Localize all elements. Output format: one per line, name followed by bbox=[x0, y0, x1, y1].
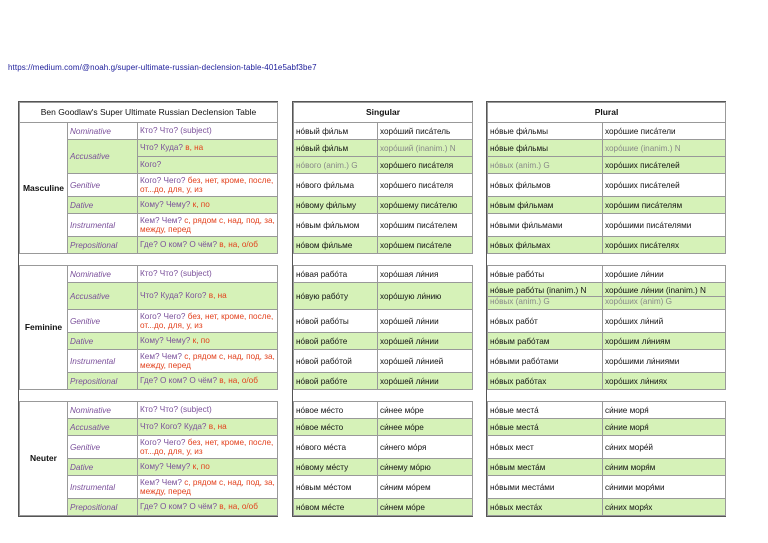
plural-adj-noun-2: хоро́шие ли́нии bbox=[603, 266, 726, 283]
question-cell bbox=[138, 402, 278, 419]
plural-adj-noun-1: но́вые места́ bbox=[488, 419, 603, 436]
singular-adj-noun-2: хоро́шая ли́ния bbox=[378, 266, 473, 283]
question-text: Кто? Что? (subject) bbox=[140, 405, 212, 415]
question-text: Кто? Что? (subject) bbox=[140, 126, 212, 136]
block-gap bbox=[20, 390, 278, 402]
singular-adj-noun-2: хоро́шей ли́нии bbox=[378, 373, 473, 390]
plural-row bbox=[488, 436, 726, 459]
table-title: Ben Goodlaw's Super Ultimate Russian Declension Table bbox=[20, 103, 278, 123]
plural-adj-noun-1: но́вых мест bbox=[488, 436, 603, 459]
prepositions: без, нет, кроме, после, от...до, для, у, из bbox=[140, 175, 274, 194]
gap-cell bbox=[294, 254, 473, 266]
case-name: Instrumental bbox=[68, 214, 138, 237]
plural-adj-noun-2: си́ние моря́ bbox=[603, 419, 726, 436]
question-text: Кому? Чему? bbox=[140, 336, 193, 346]
singular-row bbox=[294, 174, 473, 197]
singular-adj-noun-2: хоро́ший (inanim.) N bbox=[378, 140, 473, 157]
singular-adj-noun-2: си́ним мо́рем bbox=[378, 476, 473, 499]
singular-adj-noun-1: но́вого ме́ста bbox=[294, 436, 378, 459]
plural-adj-noun-1: но́вым рабо́там bbox=[488, 333, 603, 350]
plural-adj-noun-2: хоро́шим ли́ниям bbox=[603, 333, 726, 350]
singular-adj-noun-1: но́вый фи́льм bbox=[294, 123, 378, 140]
singular-adj-noun-1: но́вый фи́льм bbox=[294, 140, 378, 157]
prepositions: в, на, о/об bbox=[219, 376, 258, 386]
singular-row bbox=[294, 237, 473, 254]
question-cell bbox=[138, 140, 278, 157]
case-row bbox=[20, 266, 278, 283]
prepositions: к, по bbox=[192, 336, 210, 346]
case-name: Genitive bbox=[68, 310, 138, 333]
singular-row bbox=[294, 140, 473, 157]
plural-panel bbox=[486, 101, 726, 517]
prepositions: к, по bbox=[192, 200, 210, 210]
prepositions: в, на, о/об bbox=[219, 502, 258, 512]
singular-adj-noun-1: но́вой рабо́те bbox=[294, 333, 378, 350]
prepositions: в, на bbox=[185, 143, 204, 153]
case-name: Accusative bbox=[68, 140, 138, 174]
singular-adj-noun-1: но́вое ме́сто bbox=[294, 402, 378, 419]
singular-table bbox=[293, 102, 473, 516]
plural-row bbox=[488, 157, 726, 174]
prepositions: с, рядом с, над, под, за, между, перед bbox=[140, 215, 275, 234]
singular-adj-noun-1: но́вом ме́сте bbox=[294, 499, 378, 516]
plural-adj-noun-2: хоро́шими ли́ниями bbox=[603, 350, 726, 373]
question-cell bbox=[138, 499, 278, 516]
prepositions: с, рядом с, над, под, за, между, перед bbox=[140, 351, 275, 370]
plural-adj-noun-1: но́вые фи́льмы bbox=[488, 140, 603, 157]
plural-anim: хоро́ших (anim) G bbox=[603, 296, 725, 306]
singular-adj-noun-2: хоро́шему писа́телю bbox=[378, 197, 473, 214]
plural-row bbox=[488, 266, 726, 283]
block-gap bbox=[294, 390, 473, 402]
plural-table bbox=[487, 102, 726, 516]
question-text: Что? Куда? bbox=[140, 143, 186, 153]
case-name: Dative bbox=[68, 333, 138, 350]
question-cell bbox=[138, 237, 278, 254]
singular-adj-noun-2: си́нее мо́ре bbox=[378, 402, 473, 419]
case-name: Prepositional bbox=[68, 237, 138, 254]
plural-adj-noun-2: си́ними моря́ми bbox=[603, 476, 726, 499]
plural-header: Plural bbox=[488, 103, 726, 123]
gap-cell bbox=[488, 254, 726, 266]
question-cell bbox=[138, 333, 278, 350]
plural-adj-noun-2: хоро́шим писа́телям bbox=[603, 197, 726, 214]
singular-row bbox=[294, 459, 473, 476]
singular-adj-noun-1: но́вой рабо́ты bbox=[294, 310, 378, 333]
gender-label: Masculine bbox=[20, 123, 68, 254]
question-text: Кого? Чего? bbox=[140, 437, 188, 447]
case-name: Instrumental bbox=[68, 350, 138, 373]
question-cell bbox=[138, 373, 278, 390]
singular-adj-noun-2: хоро́шей ли́нии bbox=[378, 333, 473, 350]
block-gap bbox=[488, 390, 726, 402]
question-text: Где? О ком? О чём? bbox=[140, 376, 220, 386]
plural-adj-noun-2: хоро́шие (inanim.) N bbox=[603, 140, 726, 157]
case-name: Accusative bbox=[68, 283, 138, 310]
plural-row bbox=[488, 350, 726, 373]
case-row bbox=[20, 123, 278, 140]
gap-cell bbox=[488, 390, 726, 402]
question-text: Что? Куда? Кого? bbox=[140, 291, 209, 301]
question-text: Кого? bbox=[140, 160, 162, 170]
question-text: Кем? Чем? bbox=[140, 477, 185, 487]
singular-row bbox=[294, 436, 473, 459]
singular-adj-noun-1: но́вое ме́сто bbox=[294, 419, 378, 436]
singular-row bbox=[294, 214, 473, 237]
singular-row bbox=[294, 197, 473, 214]
case-name: Accusative bbox=[68, 419, 138, 436]
plural-adj-noun-2: хоро́ших писа́телей bbox=[603, 157, 726, 174]
plural-adj-noun-1: но́вых фи́льмов bbox=[488, 174, 603, 197]
plural-adj-noun-2: си́ние моря́ bbox=[603, 402, 726, 419]
singular-row bbox=[294, 157, 473, 174]
plural-adj-noun-1: но́выми рабо́тами bbox=[488, 350, 603, 373]
singular-row bbox=[294, 123, 473, 140]
block-gap bbox=[294, 254, 473, 266]
plural-row bbox=[488, 499, 726, 516]
singular-adj-noun-1: но́вым ме́стом bbox=[294, 476, 378, 499]
case-name: Dative bbox=[68, 197, 138, 214]
singular-adj-noun-2: хоро́ший писа́тель bbox=[378, 123, 473, 140]
question-cell bbox=[138, 476, 278, 499]
question-cell bbox=[138, 350, 278, 373]
singular-row bbox=[294, 499, 473, 516]
question-cell bbox=[138, 157, 278, 174]
plural-inanim: но́вые рабо́ты (inanim.) N bbox=[490, 286, 587, 296]
question-text: Кем? Чем? bbox=[140, 351, 185, 361]
case-name: Dative bbox=[68, 459, 138, 476]
plural-adj-noun-2: хоро́шими писа́телями bbox=[603, 214, 726, 237]
plural-adj-noun-2: хоро́ших ли́ниях bbox=[603, 373, 726, 390]
case-name: Instrumental bbox=[68, 476, 138, 499]
block-gap bbox=[488, 254, 726, 266]
plural-row bbox=[488, 419, 726, 436]
singular-row bbox=[294, 283, 473, 310]
singular-header: Singular bbox=[294, 103, 473, 123]
plural-row bbox=[488, 197, 726, 214]
question-cell bbox=[138, 283, 278, 310]
case-row bbox=[20, 402, 278, 419]
plural-adj-noun-1: но́вых места́х bbox=[488, 499, 603, 516]
plural-adj-noun-1: но́вых рабо́тах bbox=[488, 373, 603, 390]
prepositions: без, нет, кроме, после, от...до, для, у, из bbox=[140, 437, 274, 456]
prepositions: к, по bbox=[192, 462, 210, 472]
question-cell bbox=[138, 197, 278, 214]
question-text: Кого? Чего? bbox=[140, 311, 188, 321]
question-text: Где? О ком? О чём? bbox=[140, 240, 220, 250]
plural-row bbox=[488, 237, 726, 254]
question-cell bbox=[138, 174, 278, 197]
cases-table bbox=[19, 102, 278, 516]
singular-adj-noun-2: хоро́шей ли́нией bbox=[378, 350, 473, 373]
singular-adj-noun-1: но́вому ме́сту bbox=[294, 459, 378, 476]
source-url[interactable]: https://medium.com/@noah.g/super-ultimate-russian-declension-table-401e5abf3be7 bbox=[8, 63, 317, 72]
header-row bbox=[488, 103, 726, 123]
question-text: Кого? Чего? bbox=[140, 175, 188, 185]
plural-adj-noun-2: си́них море́й bbox=[603, 436, 726, 459]
prepositions: в, на bbox=[208, 422, 227, 432]
question-cell bbox=[138, 310, 278, 333]
singular-adj-noun-2: си́него мо́ря bbox=[378, 436, 473, 459]
question-text: Где? О ком? О чём? bbox=[140, 502, 220, 512]
question-cell bbox=[138, 436, 278, 459]
case-name: Prepositional bbox=[68, 499, 138, 516]
singular-row bbox=[294, 476, 473, 499]
prepositions: с, рядом с, над, под, за, между, перед bbox=[140, 477, 275, 496]
singular-row bbox=[294, 310, 473, 333]
plural-inanim: хоро́шие ли́нии (inanim.) N bbox=[605, 286, 706, 296]
plural-row bbox=[488, 402, 726, 419]
question-text: Кем? Чем? bbox=[140, 215, 185, 225]
case-name: Nominative bbox=[68, 123, 138, 140]
question-cell bbox=[138, 123, 278, 140]
gap-cell bbox=[294, 390, 473, 402]
singular-adj-noun-2: си́нее мо́ре bbox=[378, 419, 473, 436]
plural-adj-noun-1: но́вые места́ bbox=[488, 402, 603, 419]
case-name: Nominative bbox=[68, 266, 138, 283]
cases-panel bbox=[18, 101, 278, 517]
plural-adj-noun-2: хоро́ших ли́ний bbox=[603, 310, 726, 333]
singular-adj-noun-1: но́вого фи́льма bbox=[294, 174, 378, 197]
singular-panel bbox=[292, 101, 473, 517]
gap-cell bbox=[20, 254, 278, 266]
singular-adj-noun-1: но́вой рабо́той bbox=[294, 350, 378, 373]
plural-row bbox=[488, 214, 726, 237]
plural-adj-noun-2 bbox=[603, 283, 726, 310]
question-cell bbox=[138, 459, 278, 476]
singular-row bbox=[294, 350, 473, 373]
plural-row bbox=[488, 459, 726, 476]
prepositions: без, нет, кроме, после, от...до, для, у, из bbox=[140, 311, 274, 330]
singular-adj-noun-2: хоро́шей ли́нии bbox=[378, 310, 473, 333]
singular-adj-noun-2: си́нем мо́ре bbox=[378, 499, 473, 516]
question-cell bbox=[138, 419, 278, 436]
singular-adj-noun-1: но́вой рабо́те bbox=[294, 373, 378, 390]
case-name: Genitive bbox=[68, 436, 138, 459]
singular-adj-noun-1: но́вого (anim.) G bbox=[294, 157, 378, 174]
plural-adj-noun-2: си́них моря́х bbox=[603, 499, 726, 516]
plural-row bbox=[488, 283, 726, 310]
question-text: Кто? Что? (subject) bbox=[140, 269, 212, 279]
header-row bbox=[20, 103, 278, 123]
singular-adj-noun-2: хоро́шего писа́теля bbox=[378, 174, 473, 197]
plural-adj-noun-1: но́вым фи́льмам bbox=[488, 197, 603, 214]
plural-adj-noun-1: но́вых рабо́т bbox=[488, 310, 603, 333]
gender-label: Feminine bbox=[20, 266, 68, 390]
plural-adj-noun-2: хоро́шие писа́тели bbox=[603, 123, 726, 140]
plural-adj-noun-1: но́вых (anim.) G bbox=[488, 157, 603, 174]
singular-adj-noun-2: си́нему мо́рю bbox=[378, 459, 473, 476]
case-name: Prepositional bbox=[68, 373, 138, 390]
plural-row bbox=[488, 373, 726, 390]
plural-adj-noun-1: но́вые рабо́ты bbox=[488, 266, 603, 283]
prepositions: в, на, о/об bbox=[219, 240, 258, 250]
singular-adj-noun-1: но́вом фи́льме bbox=[294, 237, 378, 254]
plural-adj-noun-1: но́выми фи́льмами bbox=[488, 214, 603, 237]
prepositions: в, на bbox=[208, 291, 227, 301]
singular-row bbox=[294, 402, 473, 419]
plural-adj-noun-1: но́вые фи́льмы bbox=[488, 123, 603, 140]
plural-adj-noun-2: си́ним моря́м bbox=[603, 459, 726, 476]
singular-adj-noun-1: но́вая рабо́та bbox=[294, 266, 378, 283]
plural-row bbox=[488, 333, 726, 350]
question-cell bbox=[138, 214, 278, 237]
singular-adj-noun-1: но́вым фи́льмом bbox=[294, 214, 378, 237]
plural-row bbox=[488, 174, 726, 197]
question-text: Что? Кого? Куда? bbox=[140, 422, 209, 432]
singular-adj-noun-1: но́вому фи́льму bbox=[294, 197, 378, 214]
plural-row bbox=[488, 123, 726, 140]
singular-row bbox=[294, 266, 473, 283]
singular-adj-noun-2: хоро́шего писа́теля bbox=[378, 157, 473, 174]
block-gap bbox=[20, 254, 278, 266]
plural-anim: но́вых (anim.) G bbox=[488, 296, 602, 306]
case-name: Genitive bbox=[68, 174, 138, 197]
question-text: Кому? Чему? bbox=[140, 462, 193, 472]
plural-row bbox=[488, 140, 726, 157]
header-row bbox=[294, 103, 473, 123]
singular-adj-noun-2: хоро́шую ли́нию bbox=[378, 283, 473, 310]
plural-adj-noun-1: но́вых фи́льмах bbox=[488, 237, 603, 254]
question-cell bbox=[138, 266, 278, 283]
singular-row bbox=[294, 333, 473, 350]
plural-adj-noun-1: но́выми места́ми bbox=[488, 476, 603, 499]
plural-adj-noun-1 bbox=[488, 283, 603, 310]
singular-adj-noun-1: но́вую рабо́ту bbox=[294, 283, 378, 310]
plural-row bbox=[488, 476, 726, 499]
plural-adj-noun-2: хоро́ших писа́телях bbox=[603, 237, 726, 254]
singular-row bbox=[294, 419, 473, 436]
plural-row bbox=[488, 310, 726, 333]
singular-row bbox=[294, 373, 473, 390]
plural-adj-noun-1: но́вым места́м bbox=[488, 459, 603, 476]
case-name: Nominative bbox=[68, 402, 138, 419]
gender-label: Neuter bbox=[20, 402, 68, 516]
question-text: Кому? Чему? bbox=[140, 200, 193, 210]
plural-adj-noun-2: хоро́ших писа́телей bbox=[603, 174, 726, 197]
singular-adj-noun-2: хоро́шим писа́телем bbox=[378, 214, 473, 237]
singular-adj-noun-2: хоро́шем писа́теле bbox=[378, 237, 473, 254]
gap-cell bbox=[20, 390, 278, 402]
